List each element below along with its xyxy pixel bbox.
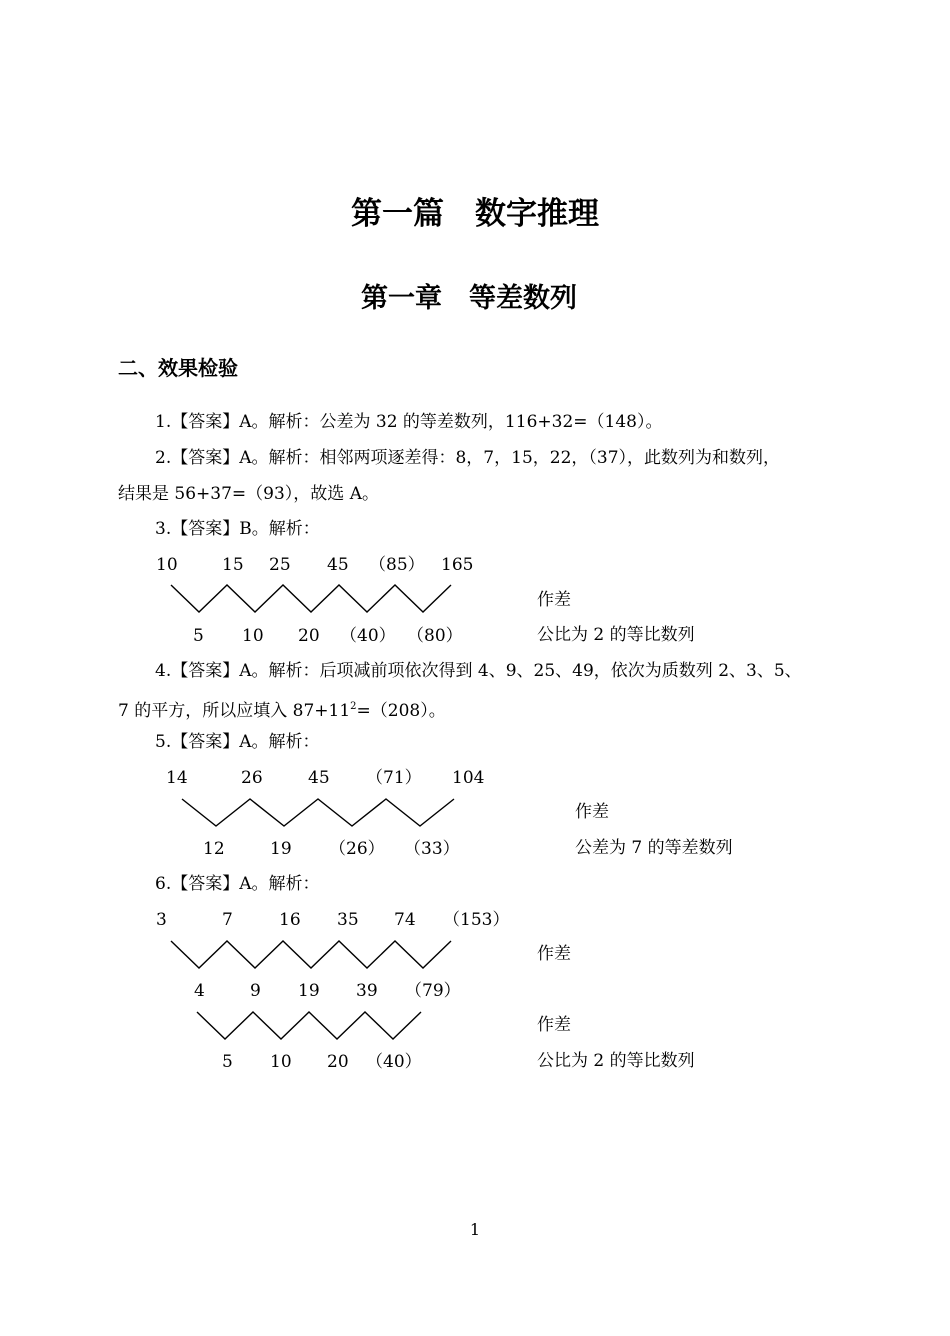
q3-diff-term: （80） [407,626,463,646]
q6-diff-term: （79） [405,981,461,1001]
q4-line2-text: 7 的平方，所以应填入 87+11 [118,701,351,721]
q3-diff-term: 5 [193,626,204,646]
q6-diff-term: 4 [194,981,205,1001]
q6-top-term: 3 [156,910,167,930]
q6-top-term: （153） [443,910,510,930]
q6-top-term: 16 [279,910,301,930]
q6-second-diff-term: 5 [222,1052,233,1072]
q6-diff-term: 9 [250,981,261,1001]
q5-top-term: 104 [452,768,485,788]
q6-top-term: 74 [394,910,416,930]
section-heading: 二、效果检验 [118,356,238,380]
q5-top-term: 26 [241,768,263,788]
q3-note-diff: 作差 [537,590,571,610]
q3-top-term: 15 [222,555,244,575]
part-title: 第一篇 数字推理 [351,196,599,232]
q6-diff-term: 39 [356,981,378,1001]
q2-answer-line1: 2.【答案】A。解析：相邻两项逐差得：8，7，15，22，（37），此数列为和数列， [155,448,781,468]
q3-note-rule: 公比为 2 的等比数列 [537,625,695,645]
q4-line2-result: =（208）。 [356,701,446,721]
q3-diff-term: （40） [340,626,396,646]
q6-note-diff-second: 作差 [537,1015,571,1035]
q3-top-term: （85） [369,555,425,575]
q5-top-term: 45 [308,768,330,788]
q5-diff-term: （26） [329,839,385,859]
q3-header: 3.【答案】B。解析： [155,519,320,539]
q3-diff-term: 20 [298,626,320,646]
q4-answer-line1: 4.【答案】A。解析：后项减前项依次得到 4、9、25、49，依次为质数列 2、3、5、 [155,661,802,681]
q5-top-term: （71） [366,768,422,788]
q6-second-diff-term: 20 [327,1052,349,1072]
q3-top-term: 10 [156,555,178,575]
page-number: 1 [469,1220,481,1239]
chapter-title: 第一章 等差数列 [361,283,577,314]
q5-note-rule: 公差为 7 的等差数列 [575,838,733,858]
q6-second-diff-term: （40） [366,1052,422,1072]
q5-top-term: 14 [166,768,188,788]
q5-diff-term: （33） [404,839,460,859]
q3-top-term: 165 [441,555,474,575]
q6-diff-term: 19 [298,981,320,1001]
q6-top-term: 35 [337,910,359,930]
q4-exponent: 2 [350,701,357,712]
q3-diff-term: 10 [242,626,264,646]
q6-note-rule: 公比为 2 的等比数列 [537,1051,695,1071]
q6-header: 6.【答案】A。解析： [155,874,320,894]
q6-top-term: 7 [222,910,233,930]
q5-note-diff: 作差 [575,802,609,822]
q5-header: 5.【答案】A。解析： [155,732,320,752]
q6-note-diff-first: 作差 [537,944,571,964]
q1-answer: 1.【答案】A。解析：公差为 32 的等差数列，116+32=（148）。 [155,412,663,432]
q3-top-term: 45 [327,555,349,575]
q6-second-diff-term: 10 [270,1052,292,1072]
q5-diff-term: 12 [203,839,225,859]
q2-answer-line2: 结果是 56+37=（93），故选 A。 [118,484,379,504]
q3-top-term: 25 [269,555,291,575]
q5-diff-term: 19 [270,839,292,859]
